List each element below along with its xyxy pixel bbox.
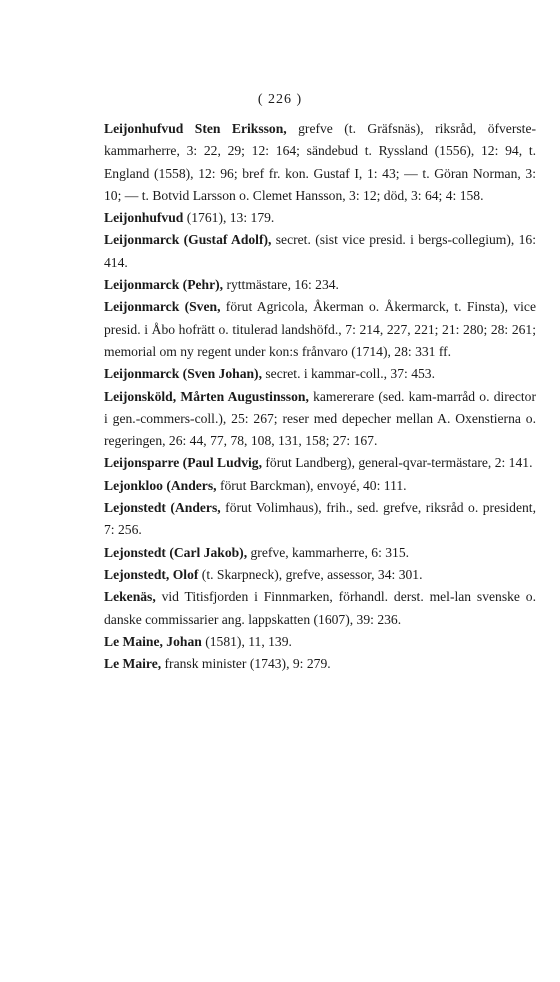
entry-name: Le Maire, — [104, 656, 162, 672]
register-entry — [104, 452, 536, 474]
entry-text: (1581), 11, 139. — [201, 633, 292, 649]
register-entries — [104, 118, 536, 675]
entry-name: Leijonhufvud — [104, 210, 184, 226]
entry-text: vid Titisfjorden i Finnmarken, förhandl. derst. mel-lan svenske o. danske commissarier ang. lappskatten (1607), 39: 236. — [104, 589, 536, 627]
entry-name: Le Maine, Johan — [104, 633, 202, 649]
register-entry — [104, 363, 536, 385]
register-entry — [104, 296, 536, 363]
register-entry — [104, 229, 536, 274]
entry-name: Leijonmarck (Sven, — [104, 299, 221, 315]
register-entry — [104, 118, 536, 207]
entry-name: Lejonstedt (Anders, — [104, 500, 221, 516]
entry-text: förut Barckman), envoyé, 40: 111. — [216, 477, 407, 493]
entry-text: (1761), 13: 179. — [183, 210, 275, 226]
entry-text: förut Agricola, Åkerman o. Åkermarck, t. Finsta), vice presid. i Åbo hofrätt o. titulerad landshöfd., 7: 214, 227, 221; 21: 280; 28: 261; memorial om ny regent under kon:s frånvaro (1714), 28: 331 ff. — [104, 299, 536, 359]
entry-name: Lejonstedt, Olof — [104, 566, 199, 582]
register-entry — [104, 631, 536, 653]
register-entry — [104, 386, 536, 453]
entry-text: fransk minister (1743), 9: 279. — [161, 656, 331, 672]
entry-name: Leijonsparre (Paul Ludvig, — [104, 455, 262, 471]
register-entry — [104, 653, 536, 675]
entry-text: grefve, kammarherre, 6: 315. — [247, 544, 410, 560]
entry-name: Lejonkloo (Anders, — [104, 477, 217, 493]
entry-name: Leijonhufvud Sten Eriksson, — [104, 121, 287, 136]
entry-name: Leijonsköld, Mårten Augustinsson, — [104, 388, 309, 404]
entry-text: förut Volimhaus), frih., sed. grefve, riksråd o. president, 7: 256. — [104, 500, 536, 538]
register-entry — [104, 586, 536, 631]
register-entry — [104, 542, 536, 564]
entry-name: Leijonmarck (Gustaf Adolf), — [104, 232, 272, 248]
entry-name: Lekenäs, — [104, 589, 156, 605]
entry-name: Leijonmarck (Pehr), — [104, 277, 224, 293]
entry-text: secret. (sist vice presid. i bergs-collegium), 16: 414. — [104, 232, 537, 270]
entry-text: ryttmästare, 16: 234. — [223, 277, 339, 293]
register-entry — [104, 274, 536, 296]
entry-name: Lejonstedt (Carl Jakob), — [104, 544, 248, 560]
register-entry — [104, 207, 536, 229]
page-number: ( 226 ) — [257, 92, 303, 107]
entry-text: kamererare (sed. kam-marråd o. director i gen.-commers-coll.), 25: 267; reser med depecher mellan A. Oxenstierna o. regeringen, 26: 44, 77, 78, 108, 131, 158; 27: 167. — [104, 388, 536, 449]
entry-text: förut Landberg), general-qvar-termästare, 2: 141. — [261, 455, 533, 471]
entry-text: grefve (t. Gräfsnäs), riksråd, öfverste-kammarherre, 3: 22, 29; 12: 164; sändebud t. Ryssland (1556), 12: 94, t. England (1558), 12: 96; bref fr. kon. Gustaf I, 1: 43; — t. Göran Norman, 3: 10; — t. Botvid Larsson o. Clemet Hansson, 3: 12; död, 3: 64; 4: 158. — [104, 121, 536, 203]
entry-name: Leijonmarck (Sven Johan), — [104, 366, 262, 382]
entry-text: secret. i kammar-coll., 37: 453. — [261, 366, 435, 382]
register-entry — [104, 497, 536, 542]
entry-text: (t. Skarpneck), grefve, assessor, 34: 301. — [198, 566, 423, 582]
register-entry — [104, 475, 536, 497]
register-entry — [104, 564, 536, 586]
